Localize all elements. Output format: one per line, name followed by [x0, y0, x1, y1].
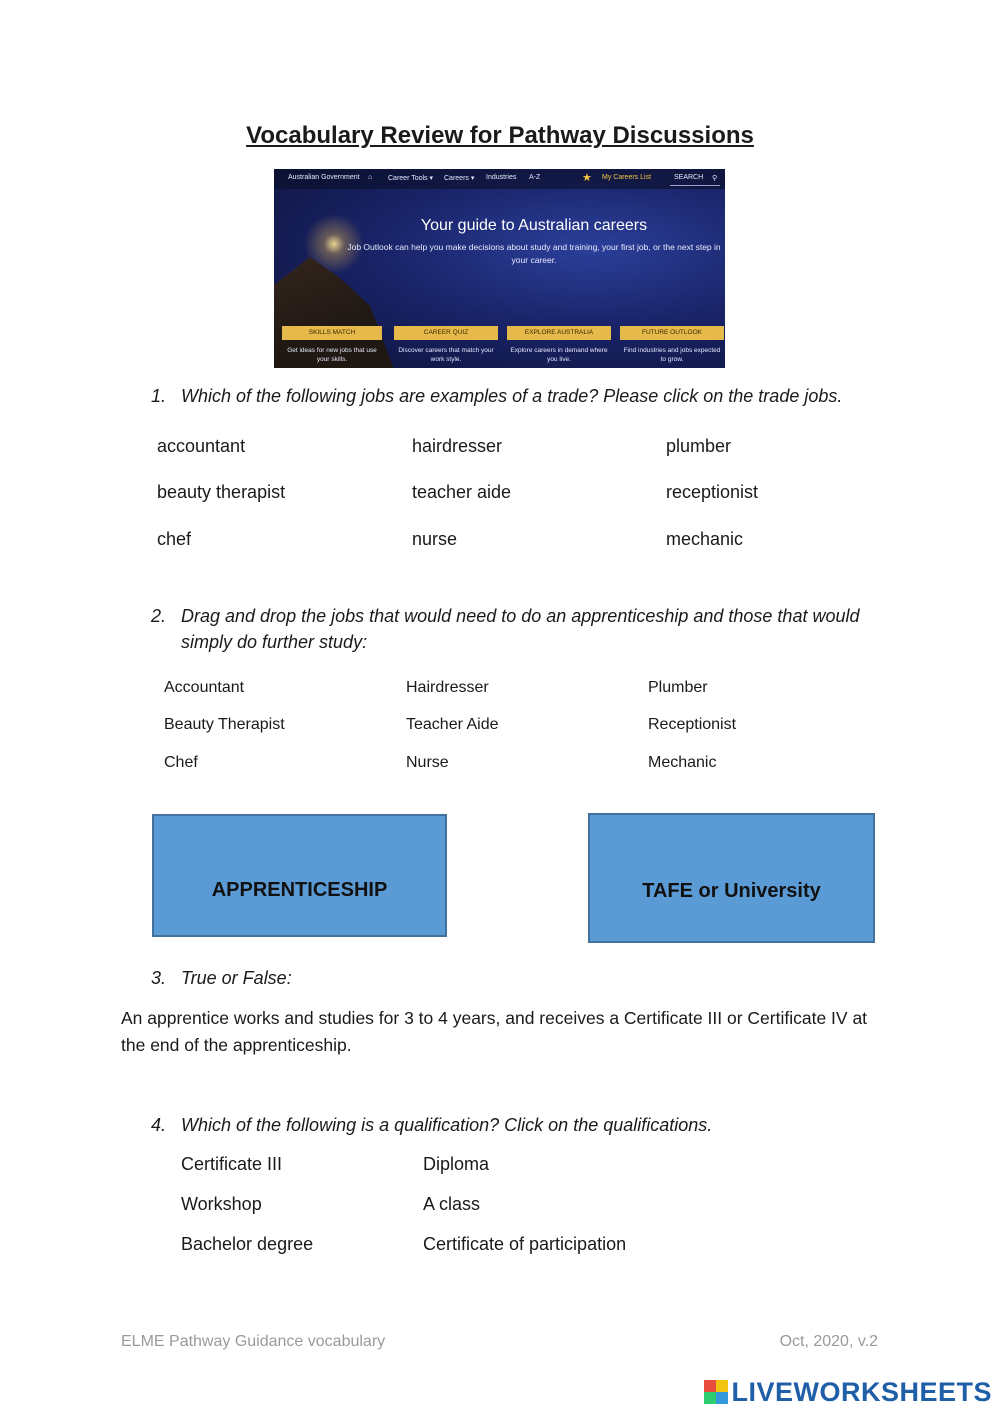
banner-nav-item: Careers ▾	[444, 175, 475, 182]
apprenticeship-drop-zone[interactable]	[152, 814, 447, 937]
q4-option[interactable]: Certificate of participation	[423, 1234, 627, 1254]
banner-headline: Your guide to Australian careers	[420, 217, 648, 234]
q2-draggable-job[interactable]: Hairdresser	[406, 679, 489, 696]
banner-button-skills-match: SKILLS MATCH	[282, 326, 382, 340]
q4-option[interactable]: Workshop	[181, 1194, 262, 1214]
question-number: 2.	[151, 606, 167, 626]
question-2	[151, 603, 871, 655]
tafe-university-drop-zone[interactable]	[588, 813, 875, 943]
banner-my-careers-list: My Careers List	[602, 174, 652, 181]
q1-option[interactable]: accountant	[157, 436, 246, 456]
q2-draggable-job[interactable]: Nurse	[406, 754, 449, 771]
q4-option[interactable]: Certificate III	[181, 1154, 283, 1174]
q2-draggable-job[interactable]: Teacher Aide	[406, 716, 499, 733]
liveworksheets-logo	[704, 1376, 992, 1408]
q2-draggable-job[interactable]: Beauty Therapist	[164, 716, 285, 733]
banner-button-caption: Discover careers that match your work style.	[398, 347, 494, 363]
banner-button-career-quiz: CAREER QUIZ	[394, 326, 498, 340]
star-icon: ★	[582, 172, 592, 184]
question-text: True or False:	[181, 968, 292, 988]
gov-crest-label: Australian Government	[288, 174, 360, 181]
search-icon: ⚲	[712, 175, 718, 182]
question-text: Drag and drop the jobs that would need to do an apprenticeship and those that would simply do further study:	[181, 606, 860, 652]
q1-option[interactable]: receptionist	[666, 482, 759, 502]
banner-button-caption: Find industries and jobs expected to grow.	[623, 347, 721, 363]
q1-option[interactable]: teacher aide	[412, 482, 512, 502]
q1-option[interactable]: mechanic	[666, 529, 744, 549]
q4-option[interactable]: Bachelor degree	[181, 1234, 314, 1254]
q1-option[interactable]: nurse	[412, 529, 458, 549]
banner-search-label: SEARCH	[674, 174, 704, 181]
q4-option[interactable]: A class	[423, 1194, 481, 1214]
footer-right: Oct, 2020, v.2	[779, 1333, 878, 1350]
banner-subtext: Job Outlook can help you make decisions about study and training, your first job, or the next step in your career.	[347, 242, 721, 265]
liveworksheets-wordmark: LIVEWORKSHEETS	[731, 1376, 992, 1407]
drop-zone-label: APPRENTICESHIP	[211, 879, 388, 901]
q1-option[interactable]: beauty therapist	[157, 482, 286, 502]
banner-button-caption: Get ideas for new jobs that use your skills.	[287, 347, 377, 363]
question-3	[151, 965, 871, 991]
q2-draggable-job[interactable]: Accountant	[164, 679, 245, 696]
banner-nav-item: Industries	[486, 174, 517, 181]
banner-search-field	[670, 172, 720, 186]
q2-draggable-job[interactable]: Receptionist	[648, 716, 737, 733]
q1-option[interactable]: chef	[157, 529, 192, 549]
banner-nav-item: A-Z	[529, 174, 541, 181]
question-number: 1.	[151, 386, 167, 406]
banner-button-explore-australia: EXPLORE AUSTRALIA	[507, 326, 611, 340]
banner-button-future-outlook: FUTURE OUTLOOK	[620, 326, 724, 340]
q2-draggable-job[interactable]: Chef	[164, 754, 198, 771]
careers-banner-image	[274, 169, 725, 368]
q3-statement: An apprentice works and studies for 3 to 4 years, and receives a Certificate III or Certificate IV at the end of the apprenticeship.	[121, 1008, 868, 1055]
question-1	[151, 383, 871, 409]
home-icon: ⌂	[368, 174, 373, 181]
banner-nav-item: Career Tools ▾	[388, 175, 434, 182]
question-number: 3.	[151, 968, 167, 988]
q1-option[interactable]: plumber	[666, 436, 732, 456]
question-text: Which of the following jobs are examples of a trade? Please click on the trade jobs.	[181, 386, 843, 406]
q1-option[interactable]: hairdresser	[412, 436, 503, 456]
footer-left: ELME Pathway Guidance vocabulary	[121, 1333, 386, 1350]
banner-nav-bar	[274, 169, 725, 189]
drop-zone-label: TAFE or University	[642, 879, 821, 902]
banner-button-caption: Explore careers in demand where you live.	[510, 347, 608, 363]
q4-option[interactable]: Diploma	[423, 1154, 490, 1174]
q2-draggable-job[interactable]: Mechanic	[648, 754, 717, 771]
question-number: 4.	[151, 1115, 167, 1135]
q2-draggable-job[interactable]: Plumber	[648, 679, 708, 696]
question-text: Which of the following is a qualification? Click on the qualifications.	[181, 1115, 713, 1135]
page-title: Vocabulary Review for Pathway Discussions	[246, 122, 754, 149]
question-4	[151, 1112, 871, 1138]
liveworksheets-mark-icon	[704, 1380, 728, 1404]
